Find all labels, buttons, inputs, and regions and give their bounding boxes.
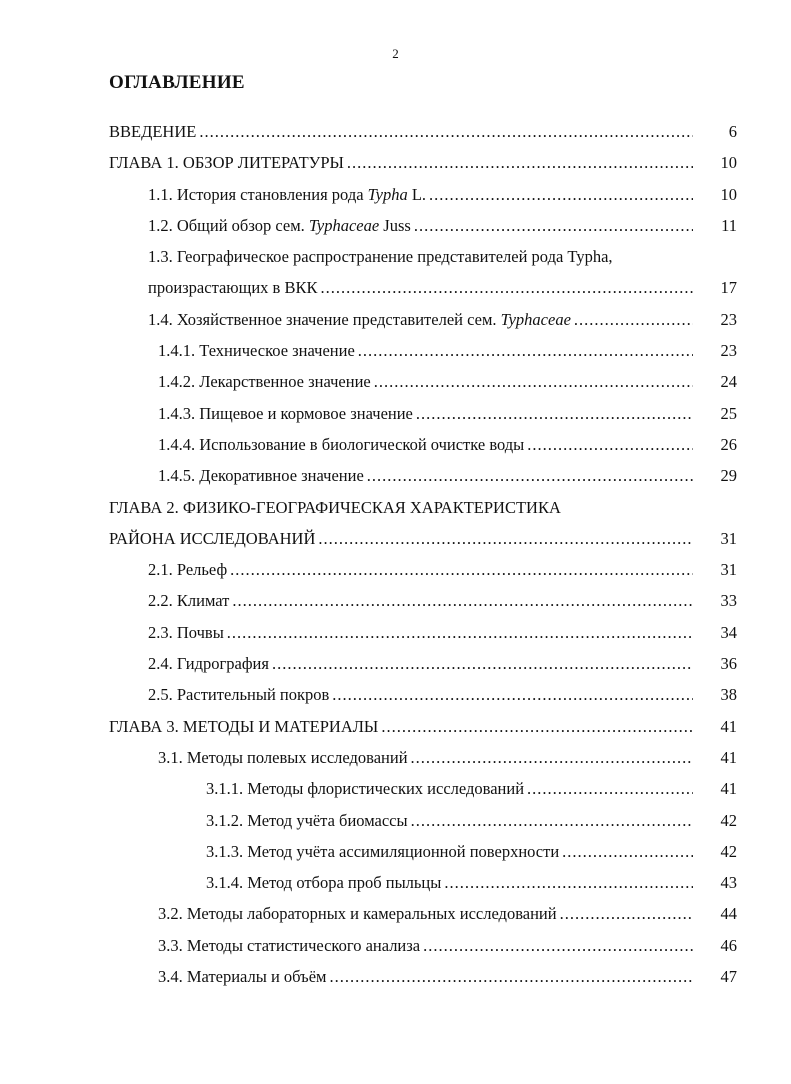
toc-entry-text-part: L. xyxy=(407,184,427,204)
toc-entry-page: 47 xyxy=(720,967,737,987)
toc-entry-page: 10 xyxy=(720,153,737,173)
dot-leader xyxy=(227,617,693,648)
toc-entry-text xyxy=(206,773,524,804)
toc-entry-page: 11 xyxy=(721,215,737,235)
toc-entry-title xyxy=(206,773,693,804)
dot-leader xyxy=(332,679,693,710)
toc-entry-page: 42 xyxy=(720,841,737,861)
toc-entry-title xyxy=(148,648,693,679)
toc-entry-text xyxy=(148,304,571,335)
toc-entry-text-part: РАЙОНА ИССЛЕДОВАНИЙ xyxy=(109,528,316,548)
toc-entry xyxy=(0,711,791,742)
dot-leader xyxy=(358,335,693,366)
toc-entry-text-part: 2.5. Растительный покров xyxy=(148,685,330,705)
toc-entry-title xyxy=(158,429,693,460)
toc-entry-title xyxy=(148,679,693,710)
toc-heading: ОГЛАВЛЕНИЕ xyxy=(109,72,245,93)
toc-entry-text xyxy=(109,523,315,554)
toc-entry-text xyxy=(158,460,364,491)
toc-entry xyxy=(0,805,791,836)
toc-entry-text-part: 2.2. Климат xyxy=(148,591,230,611)
toc-entry-page: 36 xyxy=(720,654,737,674)
toc-entry-title xyxy=(206,867,693,898)
toc-entry-page: 38 xyxy=(720,685,737,705)
toc-entry-title xyxy=(109,523,693,554)
toc-entry-title xyxy=(206,836,693,867)
toc-entry-text-part: 3.1.3. Метод учёта ассимиляционной поверхности xyxy=(206,841,560,861)
toc-entry-text-part: 1.4. Хозяйственное значение представителей сем. xyxy=(148,309,501,329)
toc-entry-text xyxy=(148,210,411,241)
toc-entry-text-part: 2.4. Гидрография xyxy=(148,654,269,674)
toc-entry-text-part: 1.4.3. Пищевое и кормовое значение xyxy=(158,403,413,423)
toc-entry xyxy=(0,867,791,898)
toc-entry-text-part: 1.1. История становления рода xyxy=(148,184,368,204)
toc-entry-page: 41 xyxy=(720,779,737,799)
toc-entry-title xyxy=(158,742,693,773)
dot-leader xyxy=(429,179,693,210)
dot-leader xyxy=(232,585,693,616)
toc-entry xyxy=(0,241,791,272)
toc-entry-title xyxy=(148,304,693,335)
toc-entry-text xyxy=(109,116,196,147)
toc-entry xyxy=(0,179,791,210)
toc-entry xyxy=(0,398,791,429)
toc-entry xyxy=(0,272,791,303)
dot-leader xyxy=(444,867,693,898)
toc-entry-text xyxy=(158,742,408,773)
toc-entry-text-part: 1.4.2. Лекарственное значение xyxy=(158,372,371,392)
toc-entry-page: 41 xyxy=(720,716,737,736)
toc-entry-text xyxy=(148,179,426,210)
toc-entry xyxy=(0,147,791,178)
toc-entry-text-part: 1.3. Географическое распространение представителей рода Typha, xyxy=(148,247,613,267)
toc-entry-text-part: произрастающих в ВКК xyxy=(148,278,318,298)
toc-entry xyxy=(0,898,791,929)
toc-entry-text-part: ГЛАВА 2. ФИЗИКО-ГЕОГРАФИЧЕСКАЯ ХАРАКТЕРИСТИКА xyxy=(109,497,561,517)
toc-entry-text xyxy=(148,272,317,303)
dot-leader xyxy=(423,930,693,961)
toc-entry-text-part: 3.3. Методы статистического анализа xyxy=(158,935,421,955)
toc-entry-text xyxy=(148,554,227,585)
toc-entry-title xyxy=(148,617,693,648)
toc-entry-title xyxy=(148,179,693,210)
toc-entry-title xyxy=(158,398,693,429)
toc-entry-text xyxy=(158,898,557,929)
toc-entry xyxy=(0,304,791,335)
toc-entry-title xyxy=(148,554,693,585)
dot-leader xyxy=(329,961,693,992)
toc-entry-text xyxy=(109,492,561,523)
toc-entry-page: 33 xyxy=(720,591,737,611)
toc-entry-text-part: 3.1. Методы полевых исследований xyxy=(158,747,408,767)
toc-entry-page: 42 xyxy=(720,810,737,830)
toc-entry-page: 24 xyxy=(720,372,737,392)
toc-entry-text xyxy=(148,648,269,679)
toc-entry-text xyxy=(206,867,441,898)
toc-entry-title xyxy=(109,492,693,523)
toc-entry-title xyxy=(148,241,693,272)
toc-entry-page: 43 xyxy=(720,873,737,893)
dot-leader xyxy=(562,836,693,867)
toc-entry-title xyxy=(158,961,693,992)
toc-entry-text-part: ВВЕДЕНИЕ xyxy=(109,122,197,141)
toc-entry-text xyxy=(158,335,355,366)
dot-leader xyxy=(320,272,693,303)
toc-entry xyxy=(0,554,791,585)
toc-entry xyxy=(0,429,791,460)
toc-entry-page: 6 xyxy=(728,122,737,141)
toc-entry-title xyxy=(158,366,693,397)
toc-entry xyxy=(0,460,791,491)
toc-entry xyxy=(0,585,791,616)
toc-entry-text-part: 2.3. Почвы xyxy=(148,622,224,642)
dot-leader xyxy=(230,554,693,585)
toc-entry xyxy=(0,836,791,867)
dot-leader xyxy=(411,805,693,836)
toc-entry-text xyxy=(158,930,420,961)
toc-entry-page: 10 xyxy=(720,184,737,204)
table-of-contents xyxy=(0,116,791,992)
toc-entry-text-part: ГЛАВА 1. ОБЗОР ЛИТЕРАТУРЫ xyxy=(109,153,344,173)
dot-leader xyxy=(347,147,693,178)
toc-entry-text xyxy=(148,241,613,272)
dot-leader xyxy=(560,898,693,929)
toc-entry xyxy=(0,773,791,804)
toc-entry-text xyxy=(158,961,326,992)
toc-entry xyxy=(0,648,791,679)
toc-entry-text xyxy=(109,711,378,742)
toc-entry-text-part: 1.4.4. Использование в биологической очистке воды xyxy=(158,434,525,454)
toc-entry-text-part: 3.1.2. Метод учёта биомассы xyxy=(206,810,408,830)
toc-entry-text-part: 3.2. Методы лабораторных и камеральных исследований xyxy=(158,904,557,924)
page-number: 2 xyxy=(392,46,399,61)
toc-entry-page: 44 xyxy=(720,904,737,924)
toc-entry-title xyxy=(109,147,693,178)
toc-entry-title xyxy=(158,460,693,491)
toc-entry-italic-term: Typhaceae xyxy=(500,309,571,329)
dot-leader xyxy=(272,648,693,679)
dot-leader xyxy=(414,210,693,241)
dot-leader xyxy=(199,116,693,147)
toc-entry xyxy=(0,492,791,523)
toc-entry xyxy=(0,742,791,773)
dot-leader xyxy=(381,711,693,742)
dot-leader xyxy=(411,742,693,773)
toc-entry-title xyxy=(158,898,693,929)
toc-entry-text-part: Juss xyxy=(379,215,411,235)
toc-entry-text-part: 1.4.5. Декоративное значение xyxy=(158,466,364,486)
dot-leader xyxy=(527,429,693,460)
toc-entry xyxy=(0,961,791,992)
toc-entry-text xyxy=(148,617,224,648)
toc-entry-title xyxy=(158,335,693,366)
toc-entry-page: 25 xyxy=(720,403,737,423)
toc-entry-title xyxy=(109,711,693,742)
toc-entry xyxy=(0,523,791,554)
toc-entry-text-part: 1.4.1. Техническое значение xyxy=(158,341,355,361)
toc-entry xyxy=(0,679,791,710)
toc-entry xyxy=(0,116,791,147)
toc-entry-italic-term: Typha xyxy=(367,184,408,204)
toc-entry-page: 23 xyxy=(720,341,737,361)
toc-entry-page: 29 xyxy=(720,466,737,486)
toc-entry-title xyxy=(206,805,693,836)
toc-entry-page: 34 xyxy=(720,622,737,642)
dot-leader xyxy=(374,366,693,397)
toc-entry-title xyxy=(158,930,693,961)
toc-entry-text-part: ГЛАВА 3. МЕТОДЫ И МАТЕРИАЛЫ xyxy=(109,716,379,736)
toc-entry-text xyxy=(148,585,229,616)
toc-entry-text-part: 3.1.4. Метод отбора проб пыльцы xyxy=(206,873,442,893)
dot-leader xyxy=(574,304,693,335)
toc-entry-title xyxy=(148,210,693,241)
toc-entry-text-part: 1.2. Общий обзор сем. xyxy=(148,215,309,235)
toc-entry-page: 31 xyxy=(720,560,737,580)
toc-entry-page: 23 xyxy=(720,309,737,329)
toc-entry-text xyxy=(109,147,344,178)
toc-entry-text-part: 3.4. Материалы и объём xyxy=(158,967,327,987)
toc-entry xyxy=(0,617,791,648)
dot-leader xyxy=(367,460,693,491)
toc-entry-text xyxy=(158,366,371,397)
toc-entry-page: 17 xyxy=(720,278,737,298)
toc-entry xyxy=(0,366,791,397)
toc-entry-page: 41 xyxy=(720,747,737,767)
toc-entry-page: 46 xyxy=(720,935,737,955)
toc-entry-title xyxy=(148,272,693,303)
toc-entry-title xyxy=(148,585,693,616)
toc-entry xyxy=(0,930,791,961)
toc-entry-text-part: 3.1.1. Методы флористических исследований xyxy=(206,779,525,799)
toc-entry xyxy=(0,210,791,241)
toc-entry-text xyxy=(158,429,524,460)
dot-leader xyxy=(416,398,693,429)
dot-leader xyxy=(527,773,693,804)
toc-entry-text-part: 2.1. Рельеф xyxy=(148,560,228,580)
toc-entry-text xyxy=(158,398,413,429)
toc-entry-text xyxy=(148,679,329,710)
toc-entry-italic-term: Typhaceae xyxy=(308,215,380,235)
dot-leader xyxy=(318,523,693,554)
toc-entry-title xyxy=(109,116,693,147)
toc-entry-text xyxy=(206,836,559,867)
toc-entry-text xyxy=(206,805,408,836)
toc-entry xyxy=(0,335,791,366)
toc-entry-page: 31 xyxy=(720,528,737,548)
toc-entry-page: 26 xyxy=(720,434,737,454)
